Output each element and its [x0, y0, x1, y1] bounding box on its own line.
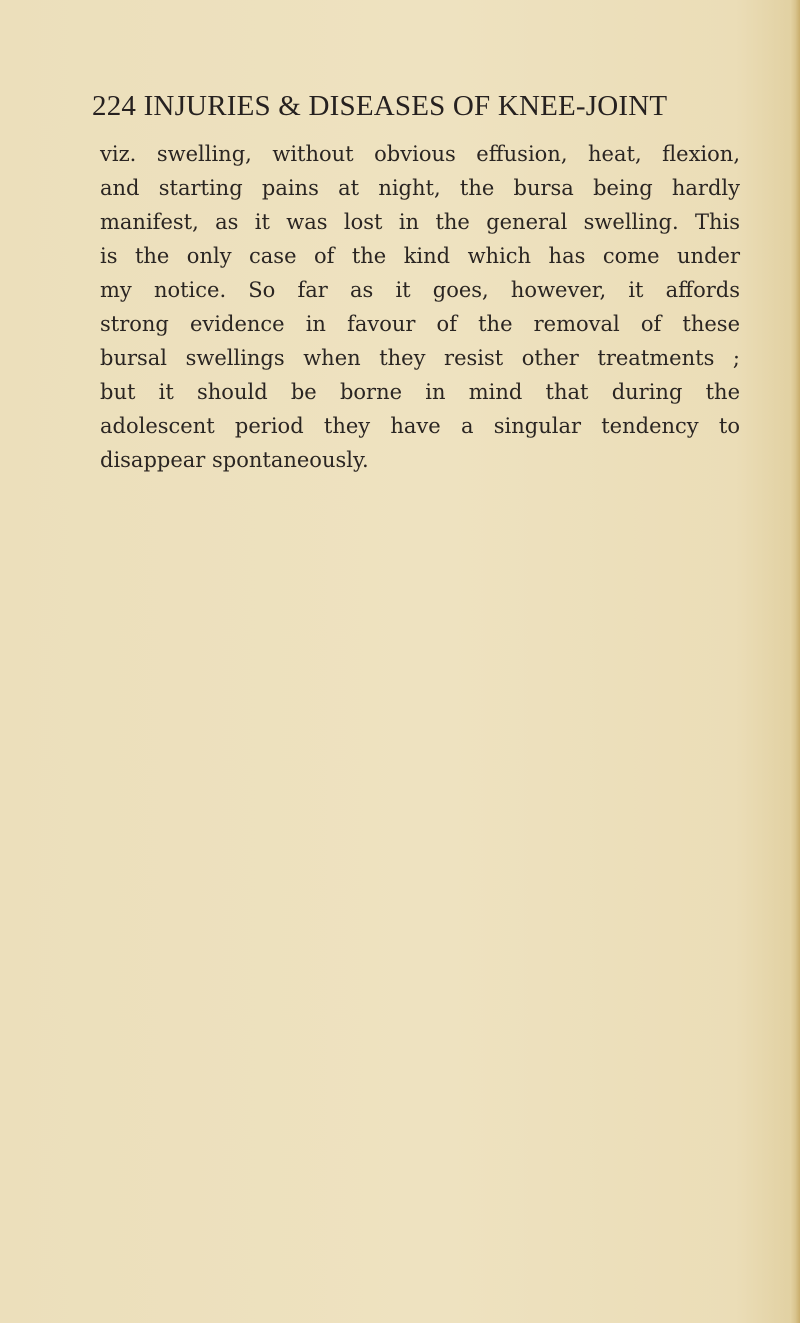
- text-line: disappear spontaneously.: [100, 448, 369, 472]
- text-line: adolescent period they have a singular tendency to: [100, 414, 740, 438]
- page-edge: [790, 0, 800, 1323]
- page-number: 224: [92, 90, 137, 122]
- text-line: bursal swellings when they resist other treatments ;: [100, 346, 740, 370]
- text-line: and starting pains at night, the bursa being hardly: [100, 176, 740, 200]
- running-header: [92, 88, 732, 124]
- text-line: manifest, as it was lost in the general swelling. This: [100, 210, 740, 234]
- text-line: but it should be borne in mind that during the: [100, 380, 740, 404]
- body-paragraph: [100, 137, 740, 477]
- text-line: viz. swelling, without obvious effusion, heat, flexion,: [100, 142, 740, 166]
- text-line: is the only case of the kind which has come under: [100, 244, 740, 268]
- running-title: INJURIES & DISEASES OF KNEE-JOINT: [143, 90, 668, 122]
- text-line: my notice. So far as it goes, however, it affords: [100, 278, 740, 302]
- text-line: strong evidence in favour of the removal of these: [100, 312, 740, 336]
